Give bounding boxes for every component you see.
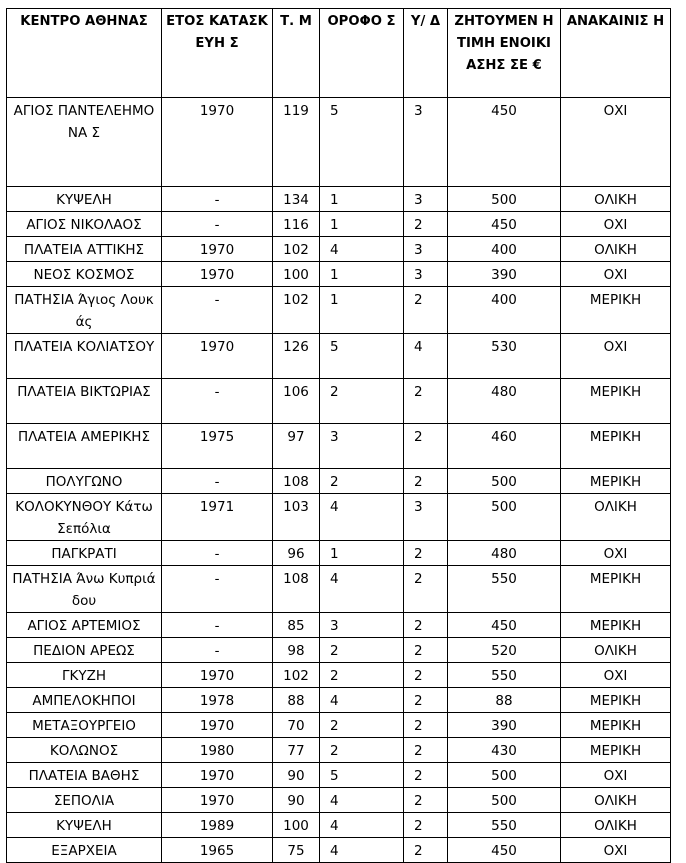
- cell-asking-rent: 480: [448, 379, 561, 424]
- cell-bedrooms: 2: [404, 424, 448, 469]
- table-row: [7, 713, 671, 738]
- cell-area: ΚΟΛΟΚΥΝΘΟΥ Κάτω Σεπόλια: [7, 494, 162, 541]
- header-square-meters: Τ. Μ: [273, 9, 320, 98]
- cell-area: ΚΥΨΕΛΗ: [7, 813, 162, 838]
- cell-asking-rent: 500: [448, 763, 561, 788]
- table-row: [7, 334, 671, 379]
- cell-bedrooms: 2: [404, 541, 448, 566]
- cell-bedrooms: 2: [404, 838, 448, 863]
- cell-area: ΠΑΓΚΡΑΤΙ: [7, 541, 162, 566]
- cell-renovation: ΟΧΙ: [561, 262, 671, 287]
- cell-asking-rent: 550: [448, 813, 561, 838]
- cell-renovation: ΟΧΙ: [561, 334, 671, 379]
- table-row: [7, 788, 671, 813]
- cell-asking-rent: 430: [448, 738, 561, 763]
- cell-bedrooms: 4: [404, 334, 448, 379]
- cell-area: ΓΚΥΖΗ: [7, 663, 162, 688]
- header-bedrooms: Υ/ Δ: [404, 9, 448, 98]
- cell-year-built: 1970: [162, 788, 273, 813]
- cell-floor: 1: [320, 187, 404, 212]
- cell-floor: 1: [320, 262, 404, 287]
- cell-year-built: -: [162, 469, 273, 494]
- cell-year-built: 1970: [162, 237, 273, 262]
- cell-year-built: 1970: [162, 98, 273, 187]
- cell-bedrooms: 2: [404, 212, 448, 237]
- cell-area: ΕΞΑΡΧΕΙΑ: [7, 838, 162, 863]
- cell-bedrooms: 3: [404, 187, 448, 212]
- cell-square-meters: 102: [273, 663, 320, 688]
- cell-asking-rent: 450: [448, 613, 561, 638]
- cell-year-built: 1971: [162, 494, 273, 541]
- cell-renovation: ΜΕΡΙΚΗ: [561, 566, 671, 613]
- cell-bedrooms: 2: [404, 813, 448, 838]
- cell-bedrooms: 3: [404, 237, 448, 262]
- table-row: [7, 638, 671, 663]
- cell-year-built: -: [162, 212, 273, 237]
- cell-square-meters: 103: [273, 494, 320, 541]
- cell-bedrooms: 3: [404, 494, 448, 541]
- table-row: [7, 237, 671, 262]
- cell-floor: 5: [320, 98, 404, 187]
- cell-floor: 2: [320, 713, 404, 738]
- cell-asking-rent: 450: [448, 98, 561, 187]
- cell-asking-rent: 500: [448, 469, 561, 494]
- cell-area: ΠΟΛΥΓΩΝΟ: [7, 469, 162, 494]
- cell-bedrooms: 2: [404, 688, 448, 713]
- header-area: ΚΕΝΤΡΟ ΑΘΗΝΑΣ: [7, 9, 162, 98]
- cell-floor: 4: [320, 688, 404, 713]
- cell-renovation: ΟΧΙ: [561, 663, 671, 688]
- cell-area: ΑΓΙΟΣ ΑΡΤΕΜΙΟΣ: [7, 613, 162, 638]
- cell-area: ΑΓΙΟΣ ΝΙΚΟΛΑΟΣ: [7, 212, 162, 237]
- cell-square-meters: 119: [273, 98, 320, 187]
- cell-renovation: ΜΕΡΙΚΗ: [561, 379, 671, 424]
- cell-square-meters: 75: [273, 838, 320, 863]
- cell-square-meters: 85: [273, 613, 320, 638]
- cell-area: ΠΕΔΙΟΝ ΑΡΕΩΣ: [7, 638, 162, 663]
- cell-asking-rent: 390: [448, 262, 561, 287]
- table-row: [7, 469, 671, 494]
- table-row: [7, 763, 671, 788]
- cell-asking-rent: 390: [448, 713, 561, 738]
- cell-floor: 3: [320, 424, 404, 469]
- table-row: [7, 838, 671, 863]
- cell-renovation: ΜΕΡΙΚΗ: [561, 469, 671, 494]
- table-row: [7, 613, 671, 638]
- cell-floor: 2: [320, 469, 404, 494]
- cell-renovation: ΜΕΡΙΚΗ: [561, 424, 671, 469]
- cell-asking-rent: 500: [448, 494, 561, 541]
- cell-bedrooms: 2: [404, 788, 448, 813]
- cell-asking-rent: 88: [448, 688, 561, 713]
- cell-asking-rent: 480: [448, 541, 561, 566]
- cell-floor: 4: [320, 237, 404, 262]
- cell-asking-rent: 400: [448, 287, 561, 334]
- table-row: [7, 494, 671, 541]
- cell-bedrooms: 2: [404, 469, 448, 494]
- cell-area: ΠΛΑΤΕΙΑ ΒΙΚΤΩΡΙΑΣ: [7, 379, 162, 424]
- cell-square-meters: 106: [273, 379, 320, 424]
- cell-area: ΣΕΠΟΛΙΑ: [7, 788, 162, 813]
- cell-area: ΑΓΙΟΣ ΠΑΝΤΕΛΕΗΜΟΝΑ Σ: [7, 98, 162, 187]
- table-row: [7, 738, 671, 763]
- cell-square-meters: 102: [273, 237, 320, 262]
- cell-asking-rent: 500: [448, 187, 561, 212]
- cell-year-built: 1980: [162, 738, 273, 763]
- cell-bedrooms: 2: [404, 638, 448, 663]
- header-renovation: ΑΝΑΚΑΙΝΙΣ Η: [561, 9, 671, 98]
- table-row: [7, 212, 671, 237]
- header-floor: ΟΡΟΦΟ Σ: [320, 9, 404, 98]
- cell-area: ΠΑΤΗΣΙΑ Άγιος Λουκάς: [7, 287, 162, 334]
- table-row: [7, 424, 671, 469]
- cell-renovation: ΜΕΡΙΚΗ: [561, 738, 671, 763]
- cell-square-meters: 70: [273, 713, 320, 738]
- cell-square-meters: 126: [273, 334, 320, 379]
- cell-renovation: ΟΛΙΚΗ: [561, 638, 671, 663]
- table-row: [7, 813, 671, 838]
- cell-area: ΠΛΑΤΕΙΑ ΚΟΛΙΑΤΣΟΥ: [7, 334, 162, 379]
- cell-year-built: 1975: [162, 424, 273, 469]
- cell-renovation: ΟΛΙΚΗ: [561, 813, 671, 838]
- cell-year-built: -: [162, 613, 273, 638]
- table-row: [7, 98, 671, 187]
- cell-floor: 5: [320, 763, 404, 788]
- cell-bedrooms: 2: [404, 379, 448, 424]
- cell-year-built: 1978: [162, 688, 273, 713]
- cell-floor: 4: [320, 494, 404, 541]
- cell-renovation: ΟΧΙ: [561, 763, 671, 788]
- cell-bedrooms: 2: [404, 287, 448, 334]
- cell-year-built: 1970: [162, 334, 273, 379]
- table-row: [7, 541, 671, 566]
- cell-bedrooms: 2: [404, 663, 448, 688]
- cell-floor: 5: [320, 334, 404, 379]
- cell-area: ΠΛΑΤΕΙΑ ΑΜΕΡΙΚΗΣ: [7, 424, 162, 469]
- table-body: [7, 98, 671, 863]
- cell-year-built: 1970: [162, 262, 273, 287]
- cell-renovation: ΜΕΡΙΚΗ: [561, 688, 671, 713]
- cell-floor: 2: [320, 638, 404, 663]
- cell-square-meters: 100: [273, 262, 320, 287]
- cell-year-built: 1970: [162, 713, 273, 738]
- cell-year-built: 1989: [162, 813, 273, 838]
- cell-square-meters: 96: [273, 541, 320, 566]
- cell-renovation: ΟΧΙ: [561, 212, 671, 237]
- cell-renovation: ΟΛΙΚΗ: [561, 237, 671, 262]
- cell-bedrooms: 2: [404, 613, 448, 638]
- cell-area: ΚΟΛΩΝΟΣ: [7, 738, 162, 763]
- cell-renovation: ΜΕΡΙΚΗ: [561, 713, 671, 738]
- cell-bedrooms: 3: [404, 98, 448, 187]
- cell-year-built: 1965: [162, 838, 273, 863]
- cell-floor: 2: [320, 738, 404, 763]
- cell-square-meters: 100: [273, 813, 320, 838]
- cell-area: ΠΛΑΤΕΙΑ ΑΤΤΙΚΗΣ: [7, 237, 162, 262]
- cell-square-meters: 116: [273, 212, 320, 237]
- cell-bedrooms: 2: [404, 763, 448, 788]
- cell-square-meters: 77: [273, 738, 320, 763]
- cell-area: ΠΑΤΗΣΙΑ Άνω Κυπριάδου: [7, 566, 162, 613]
- cell-floor: 1: [320, 541, 404, 566]
- cell-floor: 1: [320, 212, 404, 237]
- cell-square-meters: 90: [273, 763, 320, 788]
- cell-renovation: ΟΛΙΚΗ: [561, 788, 671, 813]
- cell-asking-rent: 500: [448, 788, 561, 813]
- cell-square-meters: 102: [273, 287, 320, 334]
- cell-floor: 1: [320, 287, 404, 334]
- header-year-built: ΕΤΟΣ ΚΑΤΑΣΚΕΥΗ Σ: [162, 9, 273, 98]
- cell-square-meters: 108: [273, 469, 320, 494]
- cell-asking-rent: 520: [448, 638, 561, 663]
- cell-square-meters: 108: [273, 566, 320, 613]
- cell-year-built: 1970: [162, 663, 273, 688]
- cell-renovation: ΜΕΡΙΚΗ: [561, 287, 671, 334]
- cell-year-built: -: [162, 379, 273, 424]
- cell-asking-rent: 550: [448, 566, 561, 613]
- table-row: [7, 262, 671, 287]
- cell-bedrooms: 2: [404, 713, 448, 738]
- table-row: [7, 287, 671, 334]
- cell-square-meters: 134: [273, 187, 320, 212]
- cell-renovation: ΜΕΡΙΚΗ: [561, 613, 671, 638]
- cell-year-built: 1970: [162, 763, 273, 788]
- cell-floor: 4: [320, 788, 404, 813]
- cell-asking-rent: 450: [448, 212, 561, 237]
- cell-floor: 2: [320, 379, 404, 424]
- cell-asking-rent: 530: [448, 334, 561, 379]
- cell-floor: 4: [320, 838, 404, 863]
- cell-area: ΚΥΨΕΛΗ: [7, 187, 162, 212]
- cell-square-meters: 88: [273, 688, 320, 713]
- cell-floor: 4: [320, 566, 404, 613]
- cell-renovation: ΟΛΙΚΗ: [561, 187, 671, 212]
- table-row: [7, 379, 671, 424]
- cell-square-meters: 97: [273, 424, 320, 469]
- cell-renovation: ΟΧΙ: [561, 98, 671, 187]
- cell-renovation: ΟΧΙ: [561, 541, 671, 566]
- cell-area: ΜΕΤΑΞΟΥΡΓΕΙΟ: [7, 713, 162, 738]
- cell-area: ΑΜΠΕΛΟΚΗΠΟΙ: [7, 688, 162, 713]
- cell-renovation: ΟΛΙΚΗ: [561, 494, 671, 541]
- table-row: [7, 566, 671, 613]
- table-row: [7, 187, 671, 212]
- cell-area: ΝΕΟΣ ΚΟΣΜΟΣ: [7, 262, 162, 287]
- cell-area: ΠΛΑΤΕΙΑ ΒΑΘΗΣ: [7, 763, 162, 788]
- cell-year-built: -: [162, 187, 273, 212]
- cell-square-meters: 98: [273, 638, 320, 663]
- cell-asking-rent: 550: [448, 663, 561, 688]
- cell-asking-rent: 450: [448, 838, 561, 863]
- cell-year-built: -: [162, 638, 273, 663]
- cell-asking-rent: 460: [448, 424, 561, 469]
- cell-floor: 3: [320, 613, 404, 638]
- cell-renovation: ΟΧΙ: [561, 838, 671, 863]
- header-asking-rent: ΖΗΤΟΥΜΕΝ Η ΤΙΜΗ ΕΝΟΙΚΙΑΣΗΣ ΣΕ €: [448, 9, 561, 98]
- cell-bedrooms: 2: [404, 738, 448, 763]
- table-row: [7, 663, 671, 688]
- cell-floor: 2: [320, 663, 404, 688]
- cell-bedrooms: 2: [404, 566, 448, 613]
- cell-square-meters: 90: [273, 788, 320, 813]
- header-row: [7, 9, 671, 98]
- cell-year-built: -: [162, 287, 273, 334]
- cell-floor: 4: [320, 813, 404, 838]
- rental-listings-table: [6, 8, 671, 863]
- cell-bedrooms: 3: [404, 262, 448, 287]
- cell-asking-rent: 400: [448, 237, 561, 262]
- cell-year-built: -: [162, 541, 273, 566]
- cell-year-built: -: [162, 566, 273, 613]
- table-row: [7, 688, 671, 713]
